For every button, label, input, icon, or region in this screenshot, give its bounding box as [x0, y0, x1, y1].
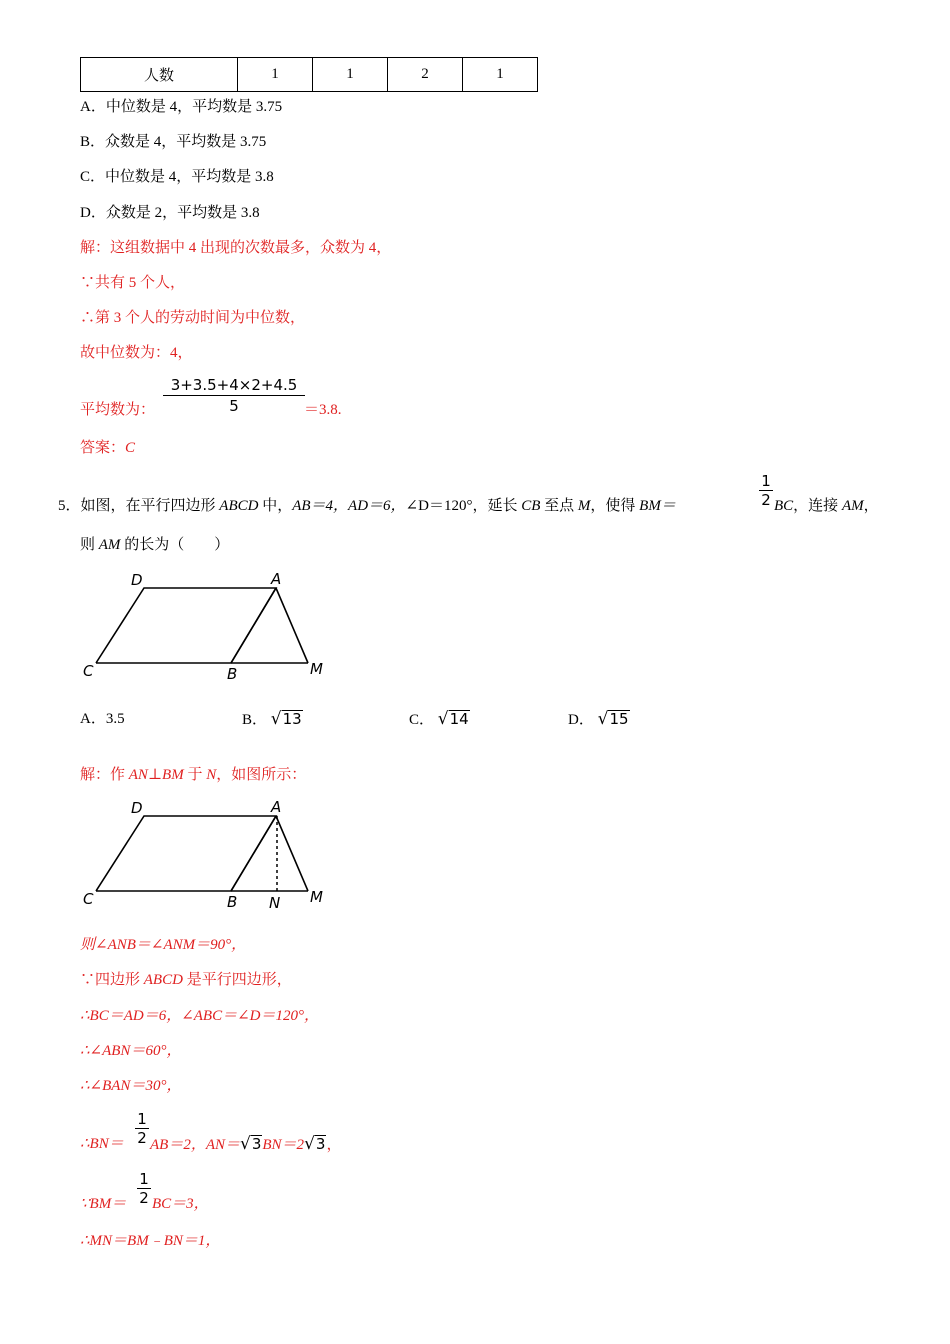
- parallelogram-outline: [96, 588, 276, 663]
- table-cell: 1: [463, 58, 538, 92]
- solution-text: AB＝2，AN＝: [150, 1137, 240, 1153]
- solution-text: 解：作: [80, 767, 129, 783]
- table-cell: 1: [238, 58, 313, 92]
- q5-half-fraction: [759, 472, 773, 509]
- q5-option-a: [80, 709, 125, 729]
- q5-stem: [58, 496, 676, 516]
- label-a: A: [271, 798, 282, 816]
- q5-step-2: [80, 970, 292, 990]
- answer-value: C: [125, 440, 136, 456]
- sqrt-radicand: 3: [251, 1135, 262, 1153]
- q5-step-3: ∴BC＝AD＝6，∠ABC＝∠D＝120°，: [80, 1008, 320, 1024]
- fraction-numerator: 3+3.5+4×2+4.5: [170, 376, 298, 394]
- table-cell: 1: [313, 58, 388, 92]
- stem-text: AM: [98, 537, 121, 553]
- q4-option-c: C．中位数是 4，平均数是 3.8: [80, 169, 274, 185]
- q4-option-b: B．众数是 4，平均数是 3.75: [80, 134, 267, 150]
- stem-text: BM＝: [639, 498, 676, 514]
- data-table: [80, 57, 538, 92]
- sqrt-expression: √3: [240, 1134, 262, 1154]
- sqrt-expression: √14: [437, 709, 469, 729]
- label-c: C: [83, 662, 94, 680]
- q5-solution-intro: [80, 765, 306, 785]
- sqrt-expression: √15: [597, 709, 629, 729]
- stem-text: 的长为（ ）: [120, 537, 230, 553]
- q5-step-1: 则∠ANB＝∠ANM＝90°，: [80, 937, 247, 953]
- solution-text: ABCD: [143, 972, 183, 988]
- fraction-denominator: 2: [759, 490, 773, 509]
- q5-option-d: [568, 709, 630, 730]
- q4-option-d: D．众数是 2，平均数是 3.8: [80, 205, 260, 221]
- segment-am: [276, 816, 308, 891]
- half-fraction: [137, 1170, 151, 1207]
- stem-text: M: [577, 498, 591, 514]
- sqrt-expression: √13: [270, 709, 302, 729]
- parallelogram-outline: [96, 816, 276, 891]
- stem-text: AD＝6，: [348, 498, 406, 514]
- q4-solution-line: 解：这组数据中 4 出现的次数最多，众数为 4，: [80, 240, 392, 256]
- q5-step-5: ∴∠BAN＝30°，: [80, 1078, 182, 1094]
- q5-step-7-pre: ∵BM＝: [80, 1196, 127, 1212]
- sqrt-radicand: 3: [315, 1135, 326, 1153]
- stem-text: 如图，在平行四边形: [80, 498, 220, 514]
- answer-prefix: 答案：: [80, 440, 126, 456]
- solution-text: AN: [128, 767, 148, 783]
- q4-solution-line: ∵共有 5 个人，: [80, 275, 186, 291]
- stem-text: 至点: [540, 498, 578, 514]
- q5-option-b: [242, 709, 303, 730]
- stem-text: CB: [521, 498, 541, 514]
- q5-stem-line2: [80, 535, 229, 555]
- table-row: [81, 58, 538, 92]
- q4-average-fraction: [163, 375, 305, 416]
- stem-text: AB＝4，: [292, 498, 349, 514]
- label-b: B: [227, 665, 238, 683]
- stem-text: 延长: [487, 498, 522, 514]
- table-row-label: 人数: [81, 58, 238, 92]
- q5-step-8: ∴MN＝BM﹣BN＝1，: [80, 1233, 221, 1249]
- option-label: A．: [80, 711, 106, 727]
- fraction-denominator: 2: [135, 1128, 149, 1147]
- label-c: C: [83, 890, 94, 908]
- q4-solution-line: ∴第 3 个人的劳动时间为中位数，: [80, 310, 306, 326]
- solution-text: 于: [183, 767, 207, 783]
- segment-ab: [231, 816, 276, 891]
- label-m: M: [310, 660, 323, 678]
- q5-step-6-rest: [150, 1134, 341, 1155]
- stem-text: ，: [863, 498, 879, 514]
- stem-text: 中，: [258, 498, 293, 514]
- label-b: B: [227, 893, 238, 911]
- stem-text: ABCD: [219, 498, 259, 514]
- q4-answer: [80, 438, 135, 458]
- option-label: D．: [568, 712, 594, 728]
- stem-text: BC: [774, 498, 794, 514]
- q4-solution-line: 故中位数为：4，: [80, 345, 193, 361]
- label-d: D: [131, 571, 143, 589]
- q5-step-6-pre: ∴BN＝: [80, 1136, 124, 1152]
- solution-text: ∵四边形: [80, 972, 144, 988]
- solution-text: 是平行四边形，: [182, 972, 292, 988]
- solution-text: ，如图所示：: [216, 767, 307, 783]
- sqrt-expression: √3: [304, 1134, 326, 1154]
- option-value: 13: [282, 710, 302, 728]
- stem-text: ，使得: [590, 498, 640, 514]
- label-n: N: [269, 894, 281, 912]
- parallelogram-figure: [78, 568, 338, 688]
- option-label: B．: [242, 712, 268, 728]
- solution-text: BM: [162, 767, 184, 783]
- q5-stem-tail: [774, 496, 879, 516]
- q4-average-result: ＝3.8.: [304, 402, 342, 418]
- solution-text: ⊥: [147, 767, 163, 783]
- fraction-numerator: 1: [761, 472, 771, 490]
- solution-text: BN＝2: [262, 1137, 305, 1153]
- parallelogram-figure-with-height: [78, 795, 338, 920]
- stem-text: AM: [841, 498, 864, 514]
- label-d: D: [131, 799, 143, 817]
- stem-text: 则: [80, 537, 99, 553]
- fraction-denominator: 2: [137, 1188, 151, 1207]
- option-value: 14: [449, 710, 469, 728]
- stem-text: ∠D＝120°，: [405, 498, 488, 514]
- label-m: M: [310, 888, 323, 906]
- table-cell: 2: [388, 58, 463, 92]
- q4-option-a: A．中位数是 4，平均数是 3.75: [80, 99, 283, 115]
- half-fraction: [135, 1110, 149, 1147]
- q4-average-label: 平均数为：: [80, 402, 156, 418]
- solution-text: ，: [326, 1137, 342, 1153]
- q5-option-c: [409, 709, 470, 730]
- option-value: 15: [609, 710, 629, 728]
- segment-ab: [231, 588, 276, 663]
- solution-text: N: [206, 767, 217, 783]
- stem-text: ，连接: [793, 498, 842, 514]
- label-a: A: [271, 570, 282, 588]
- q5-step-7-post: BC＝3，: [152, 1196, 209, 1212]
- q5-step-4: ∴∠ABN＝60°，: [80, 1043, 182, 1059]
- fraction-numerator: 1: [139, 1170, 149, 1188]
- option-value: 3.5: [105, 711, 125, 727]
- fraction-denominator: 5: [163, 395, 305, 416]
- question-number: 5．: [58, 498, 81, 514]
- option-label: C．: [409, 712, 435, 728]
- segment-am: [276, 588, 308, 663]
- fraction-numerator: 1: [137, 1110, 147, 1128]
